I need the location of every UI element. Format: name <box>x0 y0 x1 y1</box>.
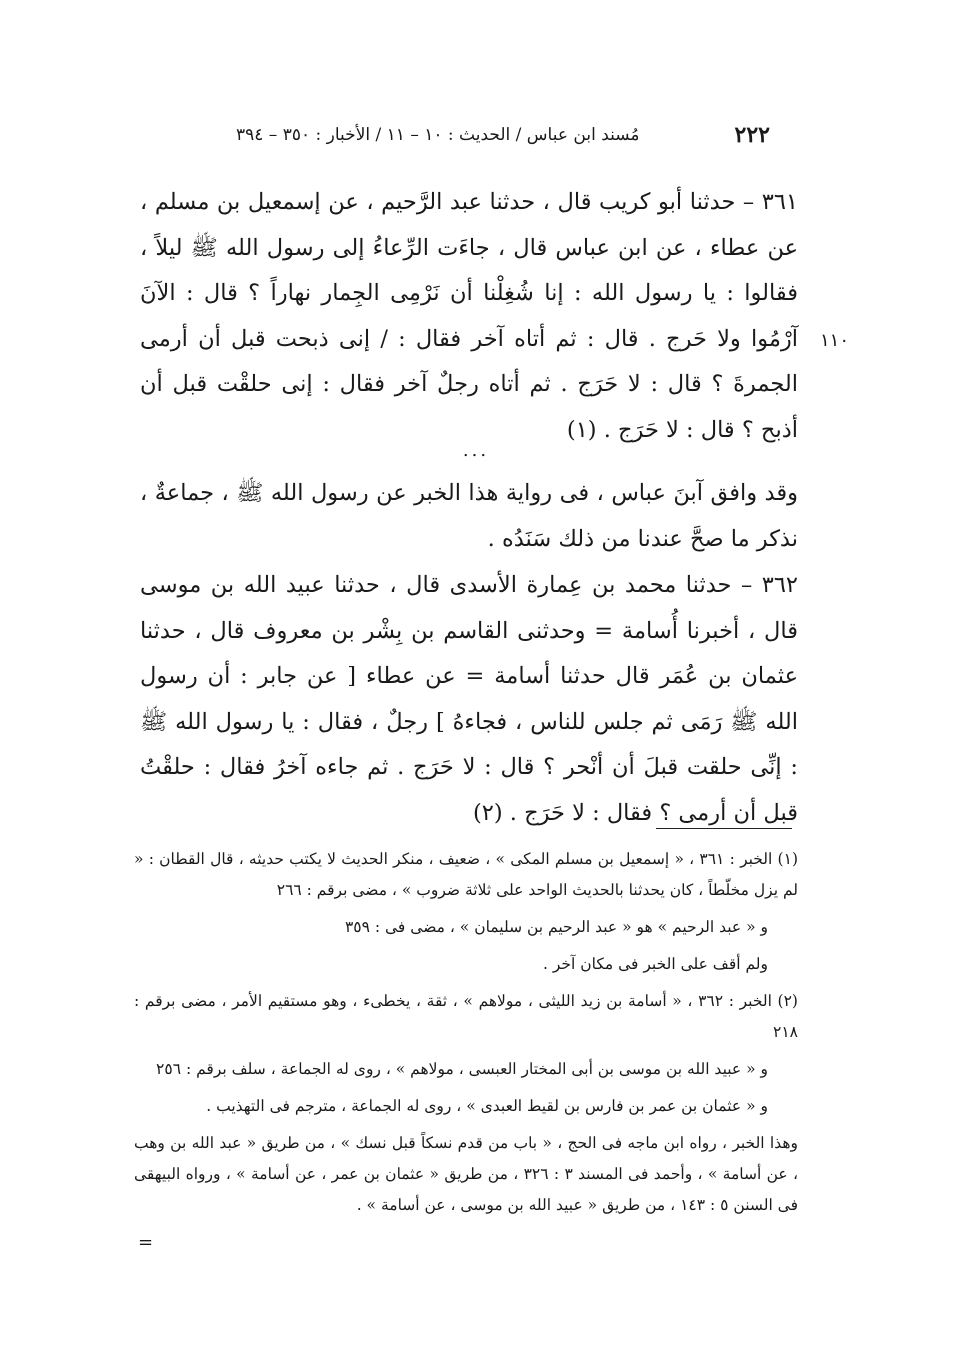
footnote-2-note-c: وهذا الخبر ، رواه ابن ماجه فى الحج ، « باب من قدم نسكاً قبل نسك » ، من طريق « عبد الله بن وهب ، عن أسامة » ، وأحمد فى المسند ٣ : ٣٢٦ ، من طريق « عثمان بن عمر ، عن أسامة » ، ورواه البيهقى فى السنن ٥ : ١٤٣ ، من طريق « عبيد الله بن موسى ، عن أسامة » . <box>134 1134 799 1214</box>
hadith-361 <box>140 180 798 453</box>
footnote-1-note-a: و « عبد الرحيم » هو « عبد الرحيم بن سليمان » ، مضى فى : ٣٥٩ <box>344 918 768 936</box>
hadith-361-text: ٣٦١ – حدثنا أبو كريب قال ، حدثنا عبد الرَّحيم ، عن إسمعيل بن مسلم ، عن عطاء ، عن ابن عباس قال ، جاءَت الرِّعاءُ إلى رسول الله ﷺ ليلاً ، فقالوا : يا رسول الله : إنا شُغِلْنا أن نَرْمِى الجِمار نهاراً ؟ قال : الآنَ آرْمُوا ولا حَرج . قال : ثم أتاه آخر فقال : / إنى ذبحت قبل أن أرمى الجمرةَ ؟ قال : لا حَرَج . ثم أتاه رجلٌ آخر فقال : إنى حلقْت قبل أن أذبح ؟ قال : لا حَرَج . (١) <box>140 189 798 443</box>
footnote-2-note-b: و « عثمان بن عمر بن فارس بن لقيط العبدى » ، روى له الجماعة ، مترجم فى التهذيب . <box>206 1097 768 1115</box>
footnote-1-note-b: ولم أقف على الخبر فى مكان آخر . <box>543 955 768 973</box>
hadith-362-text: ٣٦٢ – حدثنا محمد بن عِمارة الأسدى قال ، حدثنا عبيد الله بن موسى قال ، أخبرنا أُسامة = وحدثنى القاسم بن بِشْر بن معروف قال ، حدثنا عثمان بن عُمَر قال حدثنا أسامة = عن عطاء [ عن جابر : أن رسول الله ﷺ رَمَى ثم جلس للناس ، فجاءهُ ] رجلٌ ، فقال : يا رسول الله ﷺ : إنِّى حلقت قبلَ أن أنْحر ؟ قال : لا حَرَج . ثم جاءه آخرُ فقال : حلقْتُ قبل أن أرمى ؟ فقال : لا حَرَج . (٢) <box>140 572 798 826</box>
page-number: ٢٢٢ <box>734 122 770 148</box>
footnote-2: (٢) الخبر : ٣٦٢ ، « أسامة بن زيد الليثى ، مولاهم » ، ثقة ، يخطىء ، وهو مستقيم الأمر ، مضى برقم : ٢١٨ <box>134 992 798 1041</box>
margin-page-reference: ١١٠ <box>820 330 850 351</box>
editor-note <box>140 471 798 562</box>
footnotes <box>134 844 798 1227</box>
footnote-2-note-a: و « عبيد الله بن موسى بن أبى المختار العبسى ، مولاهم » ، روى له الجماعة ، سلف برقم : ٢٥٦ <box>156 1060 768 1078</box>
editor-note-text: وقد وافق آبنَ عباس ، فى رواية هذا الخبر عن رسول الله ﷺ ، جماعةٌ ، نذكر ما صحَّ عندنا من ذلك سَنَدُه . <box>140 480 798 552</box>
section-separator: ... <box>462 440 490 461</box>
page-header <box>236 118 770 152</box>
footnote-divider <box>656 828 792 829</box>
running-head: مُسند ابن عباس / الحديث : ١٠ – ١١ / الأخبار : ٣٥٠ – ٣٩٤ <box>236 125 640 145</box>
continued-mark: = <box>138 1232 154 1253</box>
hadith-362 <box>140 563 798 836</box>
footnote-1: (١) الخبر : ٣٦١ ، « إسمعيل بن مسلم المكى » ، ضعيف ، منكر الحديث لا يكتب حديثه ، قال القطان : « لم يزل مخلّطاً ، كان يحدثنا بالحديث الواحد على ثلاثة ضروب » ، مضى برقم : ٢٦٦ <box>134 850 798 899</box>
